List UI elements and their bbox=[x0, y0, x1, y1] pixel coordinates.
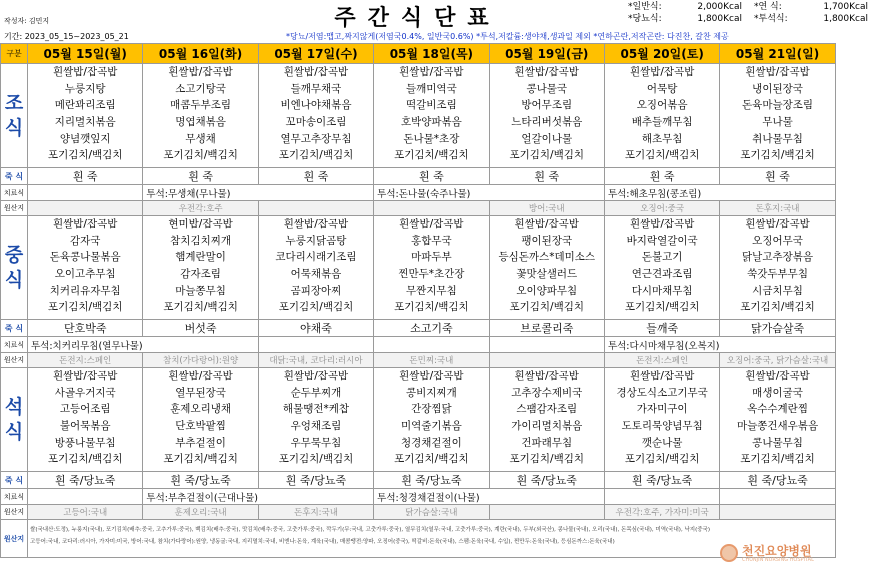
lunch-porridge-cell: 야채죽 bbox=[258, 320, 373, 337]
lunch-porridge-cell: 단호박죽 bbox=[28, 320, 143, 337]
breakfast-origin-label: 원산지 bbox=[1, 201, 28, 216]
dinner-origin-row bbox=[1, 505, 836, 520]
dish-item: 찐만두*초간장 bbox=[398, 268, 465, 281]
dish-item: 흰쌀밥/잡곡밥 bbox=[283, 218, 349, 230]
dish-item: 포기김치/백김치 bbox=[509, 453, 585, 466]
breakfast_therapy-row bbox=[1, 185, 836, 201]
dish-item: 흰쌀밥/잡곡밥 bbox=[168, 66, 233, 78]
dish-item: 흰쌀밥/잡곡밥 bbox=[399, 218, 464, 230]
breakfast-origin-cell bbox=[28, 201, 143, 216]
dinner-origin-cell bbox=[489, 505, 604, 520]
dish-item: 양념깻잎지 bbox=[59, 132, 111, 145]
dish-item: 포기김치/백김치 bbox=[278, 301, 354, 314]
dish-item: 포기김치/백김치 bbox=[624, 149, 700, 162]
dish-item: 곰피장아찌 bbox=[290, 284, 342, 297]
dish-item: 코다리시래기조림 bbox=[275, 251, 357, 264]
dish-item: 포기김치/백김치 bbox=[624, 301, 700, 314]
day-header: 05월 15일(월) bbox=[28, 44, 143, 64]
dinner-origin-cell bbox=[720, 505, 835, 520]
therapy-cell: 투석:치커리무침(열무나물) bbox=[28, 337, 259, 353]
dish-item: 흰쌀밥/잡곡밥 bbox=[629, 218, 695, 230]
lunch-row bbox=[1, 216, 836, 320]
dish-item: 다시마채무침 bbox=[631, 284, 693, 297]
soft-calorie-label: *연 식: bbox=[754, 2, 782, 12]
dish-item: 현미밥/잡곡밥 bbox=[168, 218, 233, 230]
therapy-cell: 투석:해초무침(콩조림) bbox=[604, 185, 835, 201]
diabetic-calorie-label: *당뇨식: bbox=[628, 14, 662, 24]
dish-item: 흰쌀밥/잡곡밥 bbox=[168, 370, 233, 382]
breakfast-origin-cell bbox=[374, 201, 489, 216]
dish-item: 포기김치/백김치 bbox=[163, 149, 238, 162]
dish-item: 햄계란말이 bbox=[175, 251, 226, 264]
dish-item: 도토리묵양념무침 bbox=[621, 420, 703, 433]
notes-cell bbox=[28, 520, 836, 558]
dinner_therapy-row bbox=[1, 489, 836, 505]
dinner-row bbox=[1, 368, 836, 472]
dish-item: 포기김치/백김치 bbox=[47, 149, 123, 162]
day-header-row bbox=[1, 44, 836, 64]
lunch-porridge-cell: 소고기죽 bbox=[374, 320, 489, 337]
dish-item: 비엔나야채볶음 bbox=[280, 99, 352, 112]
dinner-cell bbox=[720, 368, 835, 472]
dish-item: 팽이된장국 bbox=[521, 234, 573, 247]
soft-calorie-value: 1,700Kcal bbox=[823, 2, 868, 12]
breakfast-origin-cell: 돈후지:국내 bbox=[720, 201, 835, 216]
dish-item: 스팸감자조림 bbox=[516, 403, 578, 416]
lunch-cell bbox=[489, 216, 604, 320]
lunch-origin-cell: 참치(가다랑어):원양 bbox=[143, 353, 258, 368]
dish-item: 오이양파무침 bbox=[516, 284, 578, 297]
breakfast-porridge-cell: 흰 죽 bbox=[489, 168, 604, 185]
dish-item: 닭날고추장볶음 bbox=[742, 251, 814, 264]
dish-item: 포기김치/백김치 bbox=[278, 453, 354, 466]
dish-item: 흰쌀밥/잡곡밥 bbox=[514, 218, 579, 230]
therapy-label: 치료식 bbox=[1, 337, 28, 353]
dish-item: 떡갈비조림 bbox=[406, 99, 457, 112]
notes-label: 원산지 bbox=[1, 520, 28, 558]
dinner-porridge-cell: 흰 죽/당뇨죽 bbox=[489, 472, 604, 489]
dish-item: 포기김치/백김치 bbox=[394, 149, 469, 162]
breakfast-porridge-cell: 흰 죽 bbox=[28, 168, 143, 185]
dish-item: 무짠지무침 bbox=[406, 284, 457, 297]
dinner-porridge-label: 죽 식 bbox=[1, 472, 28, 489]
dish-item: 사골우거지국 bbox=[54, 386, 116, 399]
dish-item: 흰쌀밥/잡곡밥 bbox=[283, 66, 349, 78]
dish-item: 돈육마늘장조림 bbox=[742, 99, 814, 112]
dinner-porridge-cell: 흰 죽/당뇨죽 bbox=[143, 472, 258, 489]
dish-item: 열무된장국 bbox=[175, 386, 226, 399]
therapy-label: 치료식 bbox=[1, 185, 28, 201]
dinner-porridge-cell: 흰 죽/당뇨죽 bbox=[720, 472, 835, 489]
dish-item: 청경채겉절이 bbox=[400, 436, 462, 449]
dinner-porridge-cell: 흰 죽/당뇨죽 bbox=[604, 472, 719, 489]
breakfast-porridge-cell: 흰 죽 bbox=[374, 168, 489, 185]
dish-item: 순두부찌개 bbox=[290, 386, 342, 399]
dish-item: 흰쌀밥/잡곡밥 bbox=[745, 66, 810, 78]
dish-item: 흰쌀밥/잡곡밥 bbox=[399, 66, 464, 78]
dinner-origin-cell: 우전각:호주, 가자미:미국 bbox=[604, 505, 719, 520]
dish-item: 오징어무국 bbox=[752, 234, 803, 247]
hospital-name-english: CHUNJIN NURSING HOSPITAL bbox=[742, 557, 814, 563]
notes-line: 고등어:국내, 코다리:러시아, 가자미:미국, 방어:국내, 참치(가다랑어):원양, 냉동굴:국내, 지리멸치:국내, 비엔나:돈육, 계육(국내), 매콤땡전:양파, 오징어(중국), 떡갈비:돈육(국내), 스팸:돈육(국내, 수입), 찐만두:돈육(국내), 등심돈까스:돈육(국내) bbox=[30, 539, 615, 545]
dish-item: 돈불고기 bbox=[641, 251, 683, 264]
dish-item: 흰쌀밥/잡곡밥 bbox=[629, 66, 695, 78]
dish-item: 취나물무침 bbox=[752, 132, 803, 145]
therapy-cell bbox=[489, 337, 604, 353]
dish-item: 방풍나물무침 bbox=[54, 436, 116, 449]
dish-item: 간장찜닭 bbox=[411, 403, 452, 416]
dish-item: 메란꽈리조림 bbox=[54, 99, 116, 112]
dish-item: 고추장수제비국 bbox=[511, 386, 583, 399]
dialysis-calorie-value: 1,800Kcal bbox=[823, 14, 868, 24]
dinner-cell bbox=[374, 368, 489, 472]
dish-item: 흰쌀밥/잡곡밥 bbox=[629, 370, 695, 382]
dish-item: 불어묵볶음 bbox=[59, 420, 111, 433]
therapy-cell: 투석:무생채(무나물) bbox=[143, 185, 374, 201]
dish-item: 포기김치/백김치 bbox=[278, 149, 354, 162]
lunch-origin-cell: 돈전지:스페인 bbox=[604, 353, 719, 368]
dinner-cell bbox=[143, 368, 258, 472]
dish-item: 옥수수계란찜 bbox=[747, 403, 808, 416]
dish-item: 홍합무국 bbox=[411, 234, 452, 247]
corner-cell: 구분 bbox=[1, 44, 28, 64]
dish-item: 포기김치/백김치 bbox=[740, 453, 815, 466]
breakfast-label: 조 식 bbox=[1, 64, 28, 168]
lunch-origin-label: 원산지 bbox=[1, 353, 28, 368]
dish-item: 깻순나물 bbox=[641, 436, 683, 449]
lunch-origin-row bbox=[1, 353, 836, 368]
weekly-menu-table bbox=[0, 43, 836, 558]
lunch-origin-cell: 대닭:국내, 코다리:러시아 bbox=[258, 353, 373, 368]
notes-row bbox=[1, 520, 836, 558]
general-calorie-value: 2,000Kcal bbox=[697, 2, 742, 12]
dish-item: 어묵채볶음 bbox=[290, 268, 342, 281]
dish-item: 가자미구이 bbox=[636, 403, 688, 416]
lunch-cell bbox=[143, 216, 258, 320]
dish-item: 감자조림 bbox=[180, 268, 221, 281]
dish-item: 우무묵무침 bbox=[290, 436, 342, 449]
dish-item: 방어무조림 bbox=[521, 99, 573, 112]
dish-item: 지리멸치볶음 bbox=[54, 116, 116, 129]
dish-item: 흰쌀밥/잡곡밥 bbox=[52, 218, 118, 230]
dish-item: 돈나물*초장 bbox=[403, 132, 460, 145]
dish-item: 어묵탕 bbox=[646, 82, 678, 95]
breakfast-cell bbox=[258, 64, 373, 168]
dish-item: 매콤두부조림 bbox=[170, 99, 232, 112]
notes-line: 쌀(국내산:도정), 누룽지(국내), 포기김치(배추:중국, 고추가루:중국), 백김치(배추:중국), 맛김치(배추:중국, 고춧가루:중국), 깍두기(무:국내, 고춧가루:중국), 열무김치(열무:국내, 고춧가루:중국), 계란(국내), 두부(외국산), 콩나물(국내), 오리(국내), 돈목심(국내), 미역(국내), 낙지(중국) bbox=[30, 527, 710, 533]
hospital-logo bbox=[718, 542, 830, 566]
author-label: 작성자: 김민지 bbox=[4, 17, 50, 25]
breakfast-cell bbox=[489, 64, 604, 168]
therapy-cell: 투석:다시마채무침(오복지) bbox=[604, 337, 835, 353]
dinner-porridge-row bbox=[1, 472, 836, 489]
dish-item: 냉이된장국 bbox=[752, 82, 803, 95]
dish-item: 포기김치/백김치 bbox=[740, 301, 815, 314]
dish-item: 무생채 bbox=[185, 132, 216, 145]
dish-item: 부추겉절이 bbox=[175, 436, 226, 449]
calorie-info bbox=[628, 1, 880, 25]
breakfast-porridge-cell: 흰 죽 bbox=[720, 168, 835, 185]
breakfast-origin-cell: 우전각:호주 bbox=[143, 201, 258, 216]
hospital-name: 천진요양병원 bbox=[742, 544, 812, 558]
lunch-porridge-cell: 들깨죽 bbox=[604, 320, 719, 337]
dish-item: 우엉채조림 bbox=[290, 420, 342, 433]
therapy-cell: 투석:부추겉절이(근대나물) bbox=[143, 489, 374, 505]
dinner-porridge-cell: 흰 죽/당뇨죽 bbox=[28, 472, 143, 489]
lunch-origin-cell: 돈민찌:국내 bbox=[374, 353, 489, 368]
day-header: 05월 17일(수) bbox=[258, 44, 373, 64]
dish-item: 꼬마송이조림 bbox=[285, 116, 347, 129]
dish-item: 참치김치찌개 bbox=[170, 234, 232, 247]
breakfast-row bbox=[1, 64, 836, 168]
dish-item: 열무고추장무침 bbox=[280, 132, 352, 145]
dish-item: 흰쌀밥/잡곡밥 bbox=[399, 370, 464, 382]
diet-notice: *당뇨/저염:맵고,짜지않게(저염국0.4%, 일반국0.6%) *투석,저칼륨:생야채,생과일 제외 *연하곤란,저작곤란: 다진찬, 갈찬 제공 bbox=[286, 32, 729, 41]
dish-item: 건파래무침 bbox=[521, 436, 573, 449]
breakfast-cell bbox=[28, 64, 143, 168]
day-header: 05월 20일(토) bbox=[604, 44, 719, 64]
lunch-label: 중 식 bbox=[1, 216, 28, 320]
diabetic-calorie-value: 1,800Kcal bbox=[697, 14, 742, 24]
dinner-origin-cell: 닭가슴살:국내 bbox=[374, 505, 489, 520]
dish-item: 오징어볶음 bbox=[636, 99, 688, 112]
dish-item: 누룽지닭곰탕 bbox=[285, 234, 347, 247]
dish-item: 감자국 bbox=[69, 234, 101, 247]
dish-item: 흰쌀밥/잡곡밥 bbox=[52, 370, 118, 382]
dish-item: 흰쌀밥/잡곡밥 bbox=[52, 66, 118, 78]
breakfast-cell bbox=[374, 64, 489, 168]
dinner-cell bbox=[258, 368, 373, 472]
lunch-porridge-row bbox=[1, 320, 836, 337]
lunch_therapy-row bbox=[1, 337, 836, 353]
dish-item: 돈육콩나물볶음 bbox=[49, 251, 121, 264]
dish-item: 얼갈이나물 bbox=[521, 132, 573, 145]
dish-item: 고등어조림 bbox=[59, 403, 111, 416]
therapy-cell bbox=[28, 489, 143, 505]
dish-item: 포기김치/백김치 bbox=[163, 453, 238, 466]
dish-item: 꽃맛살샐러드 bbox=[516, 268, 578, 281]
general-calorie-label: *일반식: bbox=[628, 2, 662, 12]
dish-item: 훈제오리냉채 bbox=[170, 403, 232, 416]
dish-item: 무나물 bbox=[762, 116, 793, 129]
dish-item: 매생이굴국 bbox=[752, 386, 803, 399]
dinner-porridge-cell: 흰 죽/당뇨죽 bbox=[258, 472, 373, 489]
dish-item: 경상도식소고기무국 bbox=[616, 386, 708, 399]
subheader bbox=[0, 29, 835, 43]
dish-item: 포기김치/백김치 bbox=[47, 453, 123, 466]
dish-item: 마파두부 bbox=[411, 251, 452, 264]
lunch-origin-cell: 돈전지:스페인 bbox=[28, 353, 143, 368]
dinner-cell bbox=[28, 368, 143, 472]
dish-item: 단호박팥찜 bbox=[175, 420, 226, 433]
dish-item: 콩나물국 bbox=[526, 82, 568, 95]
lunch-cell bbox=[720, 216, 835, 320]
breakfast-cell bbox=[720, 64, 835, 168]
lunch-origin-cell: 오징어:중국, 닭가슴살:국내 bbox=[720, 353, 835, 368]
therapy-cell bbox=[720, 489, 835, 505]
dish-item: 미역줄기볶음 bbox=[400, 420, 462, 433]
dish-item: 흰쌀밥/잡곡밥 bbox=[514, 66, 579, 78]
dish-item: 포기김치/백김치 bbox=[163, 301, 238, 314]
dish-item: 소고기탕국 bbox=[175, 82, 226, 95]
dish-item: 흰쌀밥/잡곡밥 bbox=[745, 370, 810, 382]
page-title: 주간식단표 bbox=[334, 6, 501, 31]
therapy-cell: 투석:돈나물(숙주나물) bbox=[374, 185, 605, 201]
day-header: 05월 21일(일) bbox=[720, 44, 835, 64]
lunch-cell bbox=[374, 216, 489, 320]
breakfast-porridge-label: 죽 식 bbox=[1, 168, 28, 185]
dinner-origin-label: 원산지 bbox=[1, 505, 28, 520]
dialysis-calorie-label: *투석식: bbox=[754, 14, 788, 24]
page-header bbox=[0, 0, 868, 31]
therapy-cell bbox=[258, 337, 373, 353]
menu-body bbox=[1, 64, 836, 558]
dish-item: 포기김치/백김치 bbox=[740, 149, 815, 162]
dish-item: 콩비지찌개 bbox=[406, 386, 457, 399]
dish-item: 호박양파볶음 bbox=[400, 116, 462, 129]
dinner-porridge-cell: 흰 죽/당뇨죽 bbox=[374, 472, 489, 489]
breakfast-cell bbox=[143, 64, 258, 168]
lunch-porridge-cell: 브로콜리죽 bbox=[489, 320, 604, 337]
dish-item: 등심돈까스*데미소스 bbox=[498, 251, 596, 264]
dish-item: 포기김치/백김치 bbox=[47, 301, 123, 314]
dish-item: 치커리유자무침 bbox=[49, 284, 121, 297]
dish-item: 포기김치/백김치 bbox=[394, 453, 469, 466]
dish-item: 쑥갓두부무침 bbox=[747, 268, 808, 281]
day-header: 05월 18일(목) bbox=[374, 44, 489, 64]
dinner-label: 석 식 bbox=[1, 368, 28, 472]
dish-item: 명엽채볶음 bbox=[175, 116, 226, 129]
dish-item: 배추들깨무침 bbox=[631, 116, 693, 129]
breakfast-cell bbox=[604, 64, 719, 168]
breakfast-origin-cell bbox=[258, 201, 373, 216]
breakfast-origin-cell: 방어:국내 bbox=[489, 201, 604, 216]
dish-item: 바지락열갈이국 bbox=[626, 234, 698, 247]
dish-item: 시금치무침 bbox=[752, 284, 803, 297]
dinner-origin-cell: 훈제오리:국내 bbox=[143, 505, 258, 520]
dinner-cell bbox=[604, 368, 719, 472]
dish-item: 해초무침 bbox=[641, 132, 683, 145]
dish-item: 포기김치/백김치 bbox=[509, 149, 585, 162]
lunch-porridge-cell: 닭가슴살죽 bbox=[720, 320, 835, 337]
dish-item: 포기김치/백김치 bbox=[624, 453, 700, 466]
dish-item: 흰쌀밥/잡곡밥 bbox=[514, 370, 579, 382]
dish-item: 연근견과조림 bbox=[631, 268, 693, 281]
therapy-cell bbox=[28, 185, 143, 201]
dish-item: 마늘쫑건새우볶음 bbox=[736, 420, 819, 433]
breakfast-porridge-row bbox=[1, 168, 836, 185]
day-header: 05월 19일(금) bbox=[489, 44, 604, 64]
lunch-cell bbox=[258, 216, 373, 320]
dish-item: 마늘쫑무침 bbox=[175, 284, 226, 297]
dish-item: 오이고추무침 bbox=[54, 268, 116, 281]
dish-item: 흰쌀밥/잡곡밥 bbox=[745, 218, 810, 230]
dinner-origin-cell: 돈후지:국내 bbox=[258, 505, 373, 520]
lunch-cell bbox=[28, 216, 143, 320]
dish-item: 느타리버섯볶음 bbox=[511, 116, 583, 129]
breakfast-porridge-cell: 흰 죽 bbox=[143, 168, 258, 185]
day-header: 05월 16일(화) bbox=[143, 44, 258, 64]
lunch-porridge-cell: 버섯죽 bbox=[143, 320, 258, 337]
breakfast-porridge-cell: 흰 죽 bbox=[604, 168, 719, 185]
lunch-cell bbox=[604, 216, 719, 320]
breakfast-origin-cell: 오징어:중국 bbox=[604, 201, 719, 216]
dish-item: 들깨무채국 bbox=[290, 82, 342, 95]
hospital-logo-icon bbox=[720, 544, 738, 562]
dish-item: 포기김치/백김치 bbox=[394, 301, 469, 314]
lunch-porridge-label: 죽 식 bbox=[1, 320, 28, 337]
period-label: 기간: 2023_05_15~2023_05_21 bbox=[4, 32, 129, 41]
therapy-cell bbox=[604, 489, 719, 505]
therapy-cell bbox=[374, 337, 489, 353]
therapy-cell: 투석:청경채겉절이(나물) bbox=[374, 489, 605, 505]
dish-item: 콩나물무침 bbox=[752, 436, 803, 449]
dish-item: 해물땡전*케찹 bbox=[282, 403, 350, 416]
therapy-label: 치료식 bbox=[1, 489, 28, 505]
dish-item: 흰쌀밥/잡곡밥 bbox=[283, 370, 349, 382]
dish-item: 가이리멸치볶음 bbox=[511, 420, 583, 433]
dish-item: 누룽지탕 bbox=[64, 82, 106, 95]
dish-item: 들깨미역국 bbox=[406, 82, 457, 95]
dinner-origin-cell: 고등어:국내 bbox=[28, 505, 143, 520]
dinner-cell bbox=[489, 368, 604, 472]
breakfast-origin-row bbox=[1, 201, 836, 216]
lunch-origin-cell bbox=[489, 353, 604, 368]
dish-item: 포기김치/백김치 bbox=[509, 301, 585, 314]
breakfast-porridge-cell: 흰 죽 bbox=[258, 168, 373, 185]
